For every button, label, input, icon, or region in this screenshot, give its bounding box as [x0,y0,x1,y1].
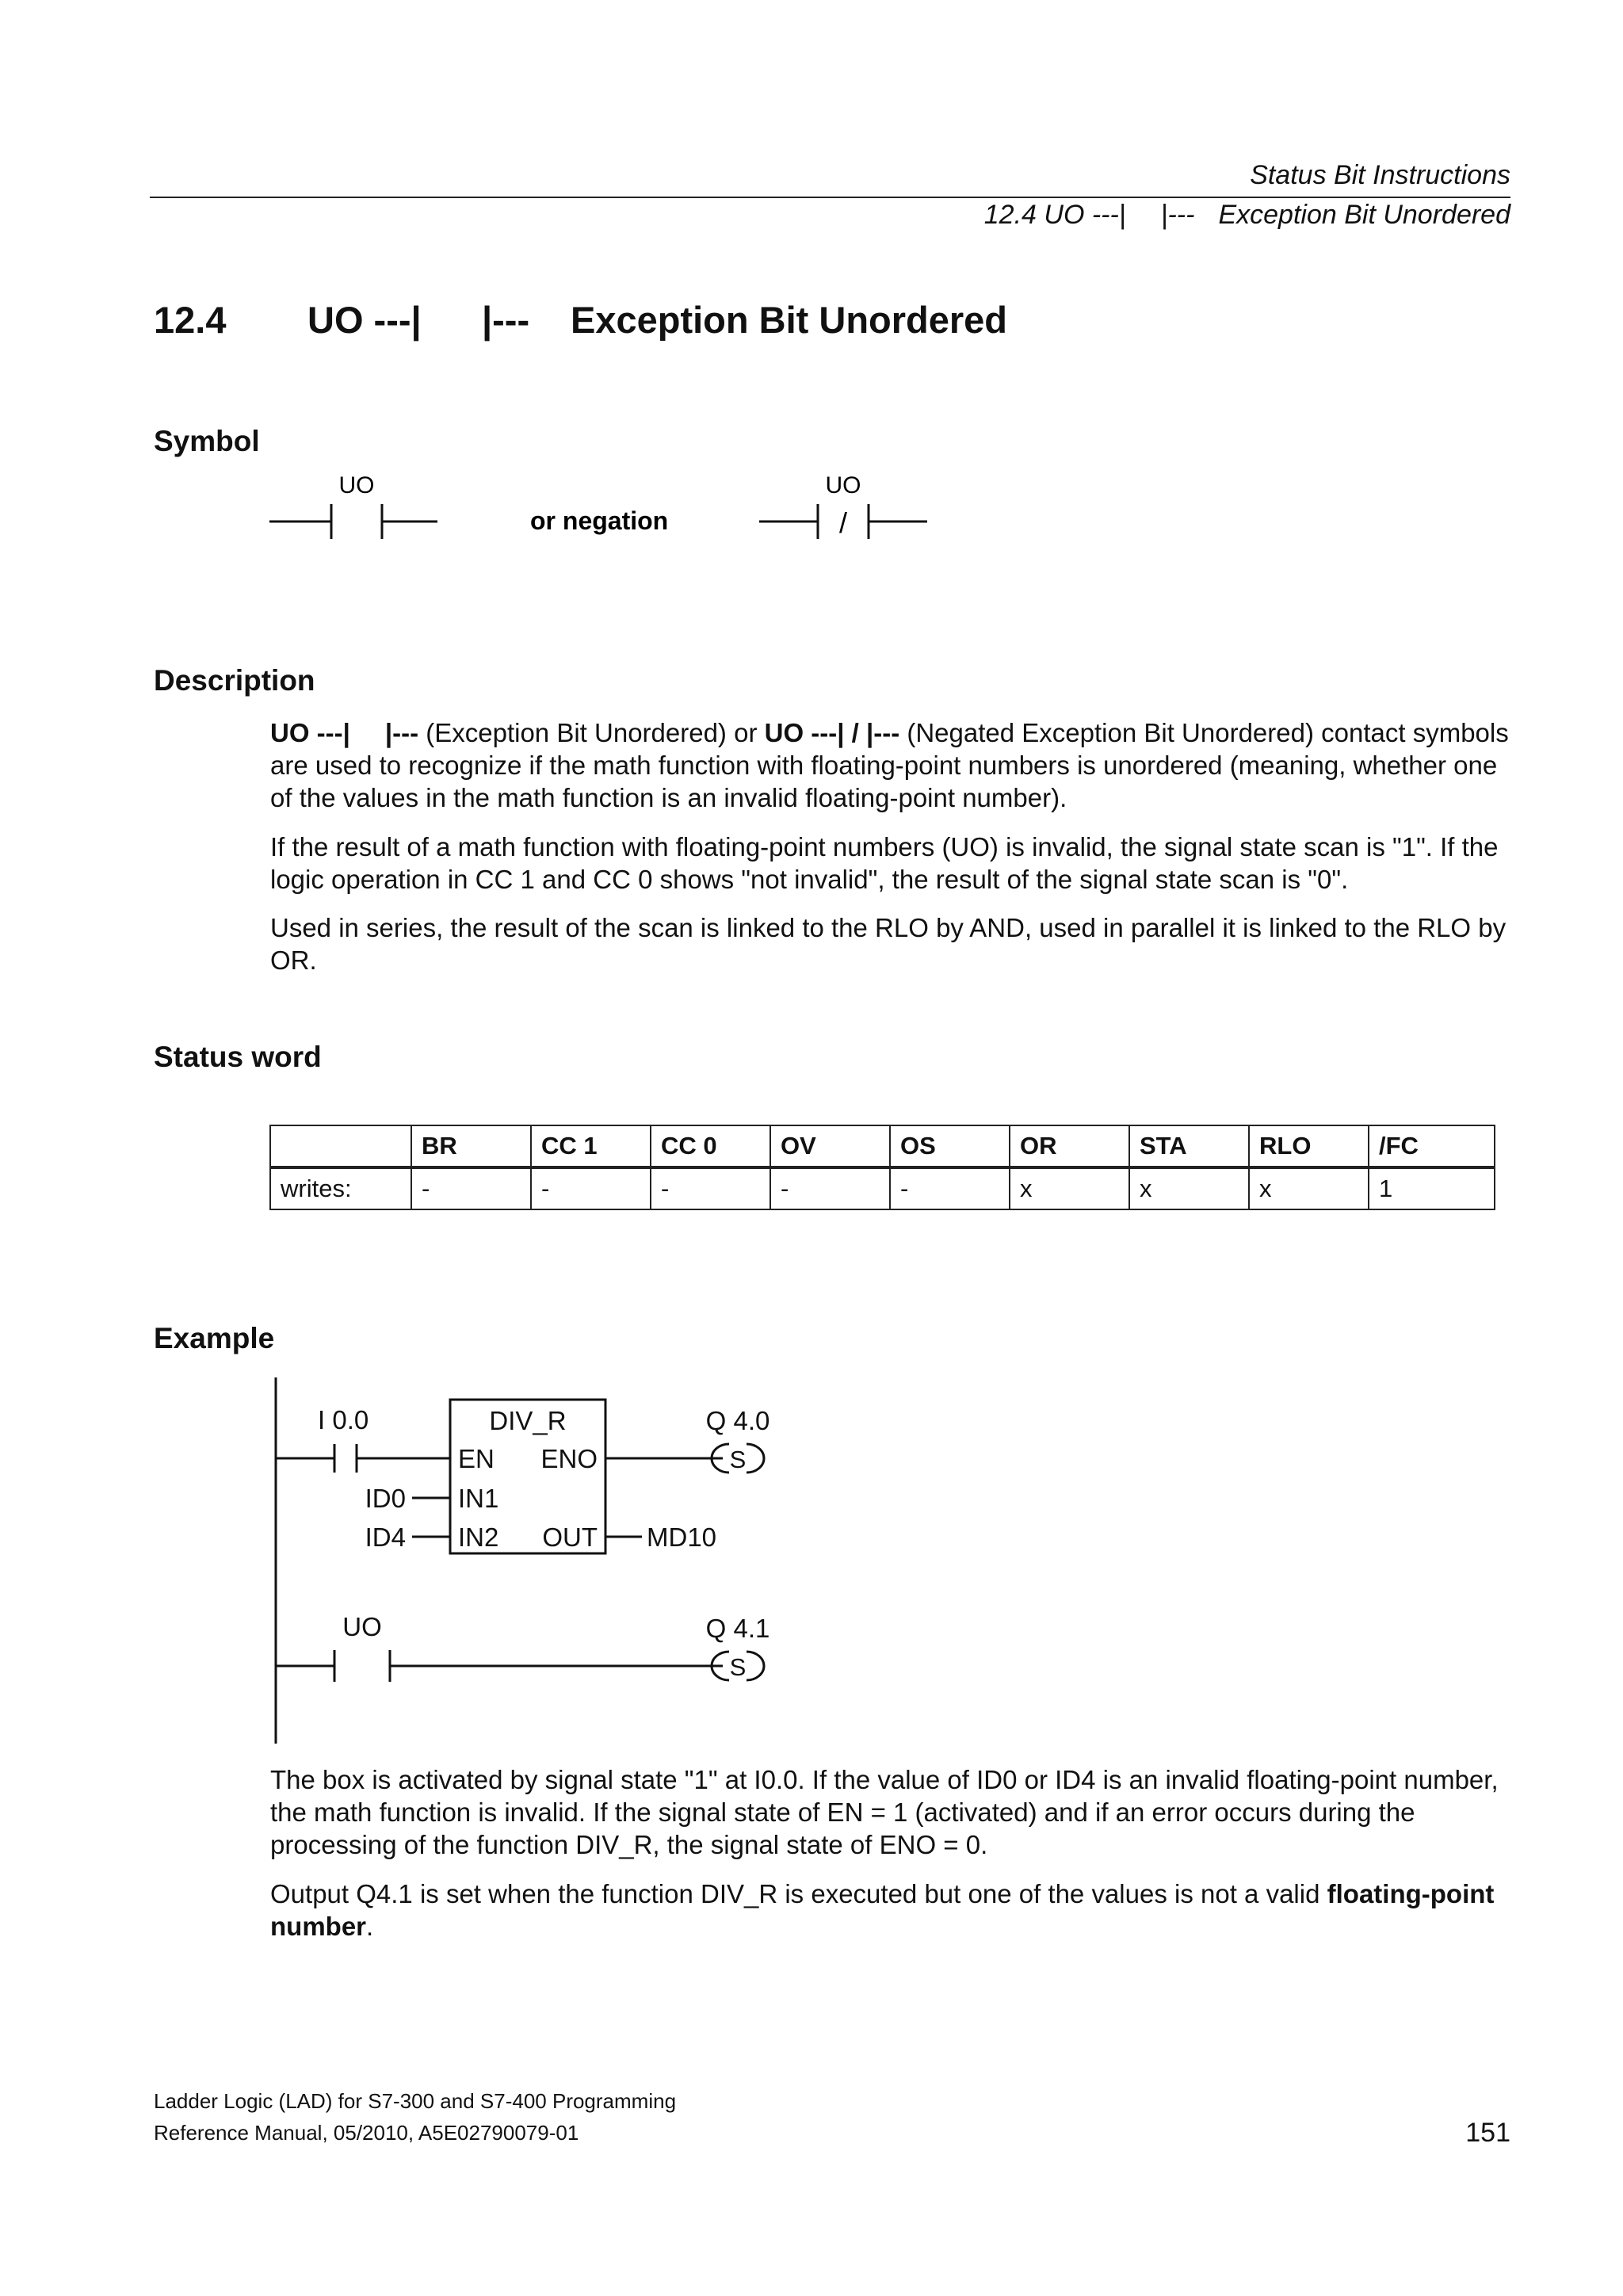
subsection-right: Exception Bit Unordered [1218,200,1510,230]
status-writes-row [270,1167,1495,1209]
status-col-rlo: RLO [1249,1125,1369,1167]
example-paragraph-1: The box is activated by signal state "1" at I0.0. If the value of ID0 or ID4 is an invalid floating-point number, the math function is invalid. If the signal state of EN = 1 (activated) and if an error occurs during the processing of the function DIV_R, the signal state of ENO = 0. [270,1765,1499,1859]
status-cell: writes: [270,1167,411,1209]
running-header-subsection [984,200,1510,231]
coil-q41-type: S [729,1653,747,1681]
status-word-table [269,1125,1495,1210]
floating-point-term: floating-point number [270,1879,1495,1941]
title-part3: Exception Bit Unordered [571,299,1008,341]
title-number: 12.4 [154,299,227,341]
contact-symbol [269,504,437,539]
status-cell: x [1129,1167,1249,1209]
page-number: 151 [1465,2118,1510,2148]
title-part2: |--- [482,299,530,341]
title-part1: UO ---| [307,299,422,341]
example-heading: Example [154,1322,275,1354]
pin-out: OUT [542,1522,598,1552]
subsection-mid: |--- [1160,200,1195,230]
footer-line-1: Ladder Logic (LAD) for S7-300 and S7-400 Programming [154,2089,677,2113]
status-cell: 1 [1369,1167,1495,1209]
symbol-heading: Symbol [154,425,260,457]
status-word-heading: Status word [154,1041,322,1073]
status-col-or: OR [1010,1125,1129,1167]
pin-eno: ENO [540,1444,598,1473]
coil-q41-label: Q 4.1 [705,1614,770,1643]
status-col-fc: /FC [1369,1125,1495,1167]
coil-q41-right [747,1652,764,1680]
running-header-section: Status Bit Instructions [1250,160,1510,190]
coil-q40-label: Q 4.0 [705,1406,770,1435]
description-paragraph-3: Used in series, the result of the scan is linked to the RLO by AND, used in parallel it is linked to the RLO by OR. [270,913,1507,975]
status-cell: - [770,1167,890,1209]
contact-label: UO [338,472,375,499]
header-rule [150,197,1510,198]
status-cell: - [411,1167,531,1209]
status-cell: x [1010,1167,1129,1209]
uo-contact-term: UO ---| [270,718,350,747]
negated-contact-label: UO [825,472,861,499]
or-negation-text: or negation [530,506,669,535]
symbol-diagram [262,468,943,555]
contact-i00-label: I 0.0 [318,1405,369,1435]
pin-in2: IN2 [458,1522,499,1552]
status-header-row [270,1125,1495,1167]
status-col-ov: OV [770,1125,890,1167]
status-cell: - [531,1167,651,1209]
description-heading: Description [154,664,315,697]
status-col-sta: STA [1129,1125,1249,1167]
footer-line-2: Reference Manual, 05/2010, A5E02790079-01 [154,2121,579,2145]
ladder-diagram [262,1371,832,1752]
coil-q40-right [747,1444,764,1473]
negation-slash: / [838,506,848,539]
description-paragraph-1: UO ---| |--- (Exception Bit Unordered) or UO ---| / |--- (Negated Exception Bit Unordered) contact symbols are used to recognize if the math function with floating-point numbers is unordered (meaning, whether one of the values in the math function is an invalid floating-point number). [270,718,1509,812]
in2-operand: ID4 [365,1522,406,1552]
status-col-br: BR [411,1125,531,1167]
pin-en: EN [458,1444,495,1473]
example-paragraph-2: Output Q4.1 is set when the function DIV_R is executed but one of the values is not a valid floating-point number. [270,1879,1495,1941]
description-paragraph-2: If the result of a math function with floating-point numbers (UO) is invalid, the signal state scan is "1". If the logic operation in CC 1 and CC 0 shows "not invalid", the result of the signal state scan is "0". [270,832,1499,894]
out-operand: MD10 [647,1522,717,1552]
status-col-cc1: CC 1 [531,1125,651,1167]
in1-operand: ID0 [365,1484,406,1513]
status-cell: x [1249,1167,1369,1209]
status-col-cc0: CC 0 [651,1125,770,1167]
status-cell: - [890,1167,1010,1209]
pin-in1: IN1 [458,1484,499,1513]
uo-contact-term-end: |--- [384,718,419,747]
coil-q40-type: S [729,1446,747,1473]
uo-negated-term: UO ---| / |--- [764,718,900,747]
box-title: DIV_R [489,1406,567,1435]
page-title [154,298,1007,342]
status-col-os: OS [890,1125,1010,1167]
contact-uo-label: UO [342,1612,382,1641]
status-col-0 [270,1125,411,1167]
subsection-left: 12.4 UO ---| [983,200,1126,230]
status-cell: - [651,1167,770,1209]
